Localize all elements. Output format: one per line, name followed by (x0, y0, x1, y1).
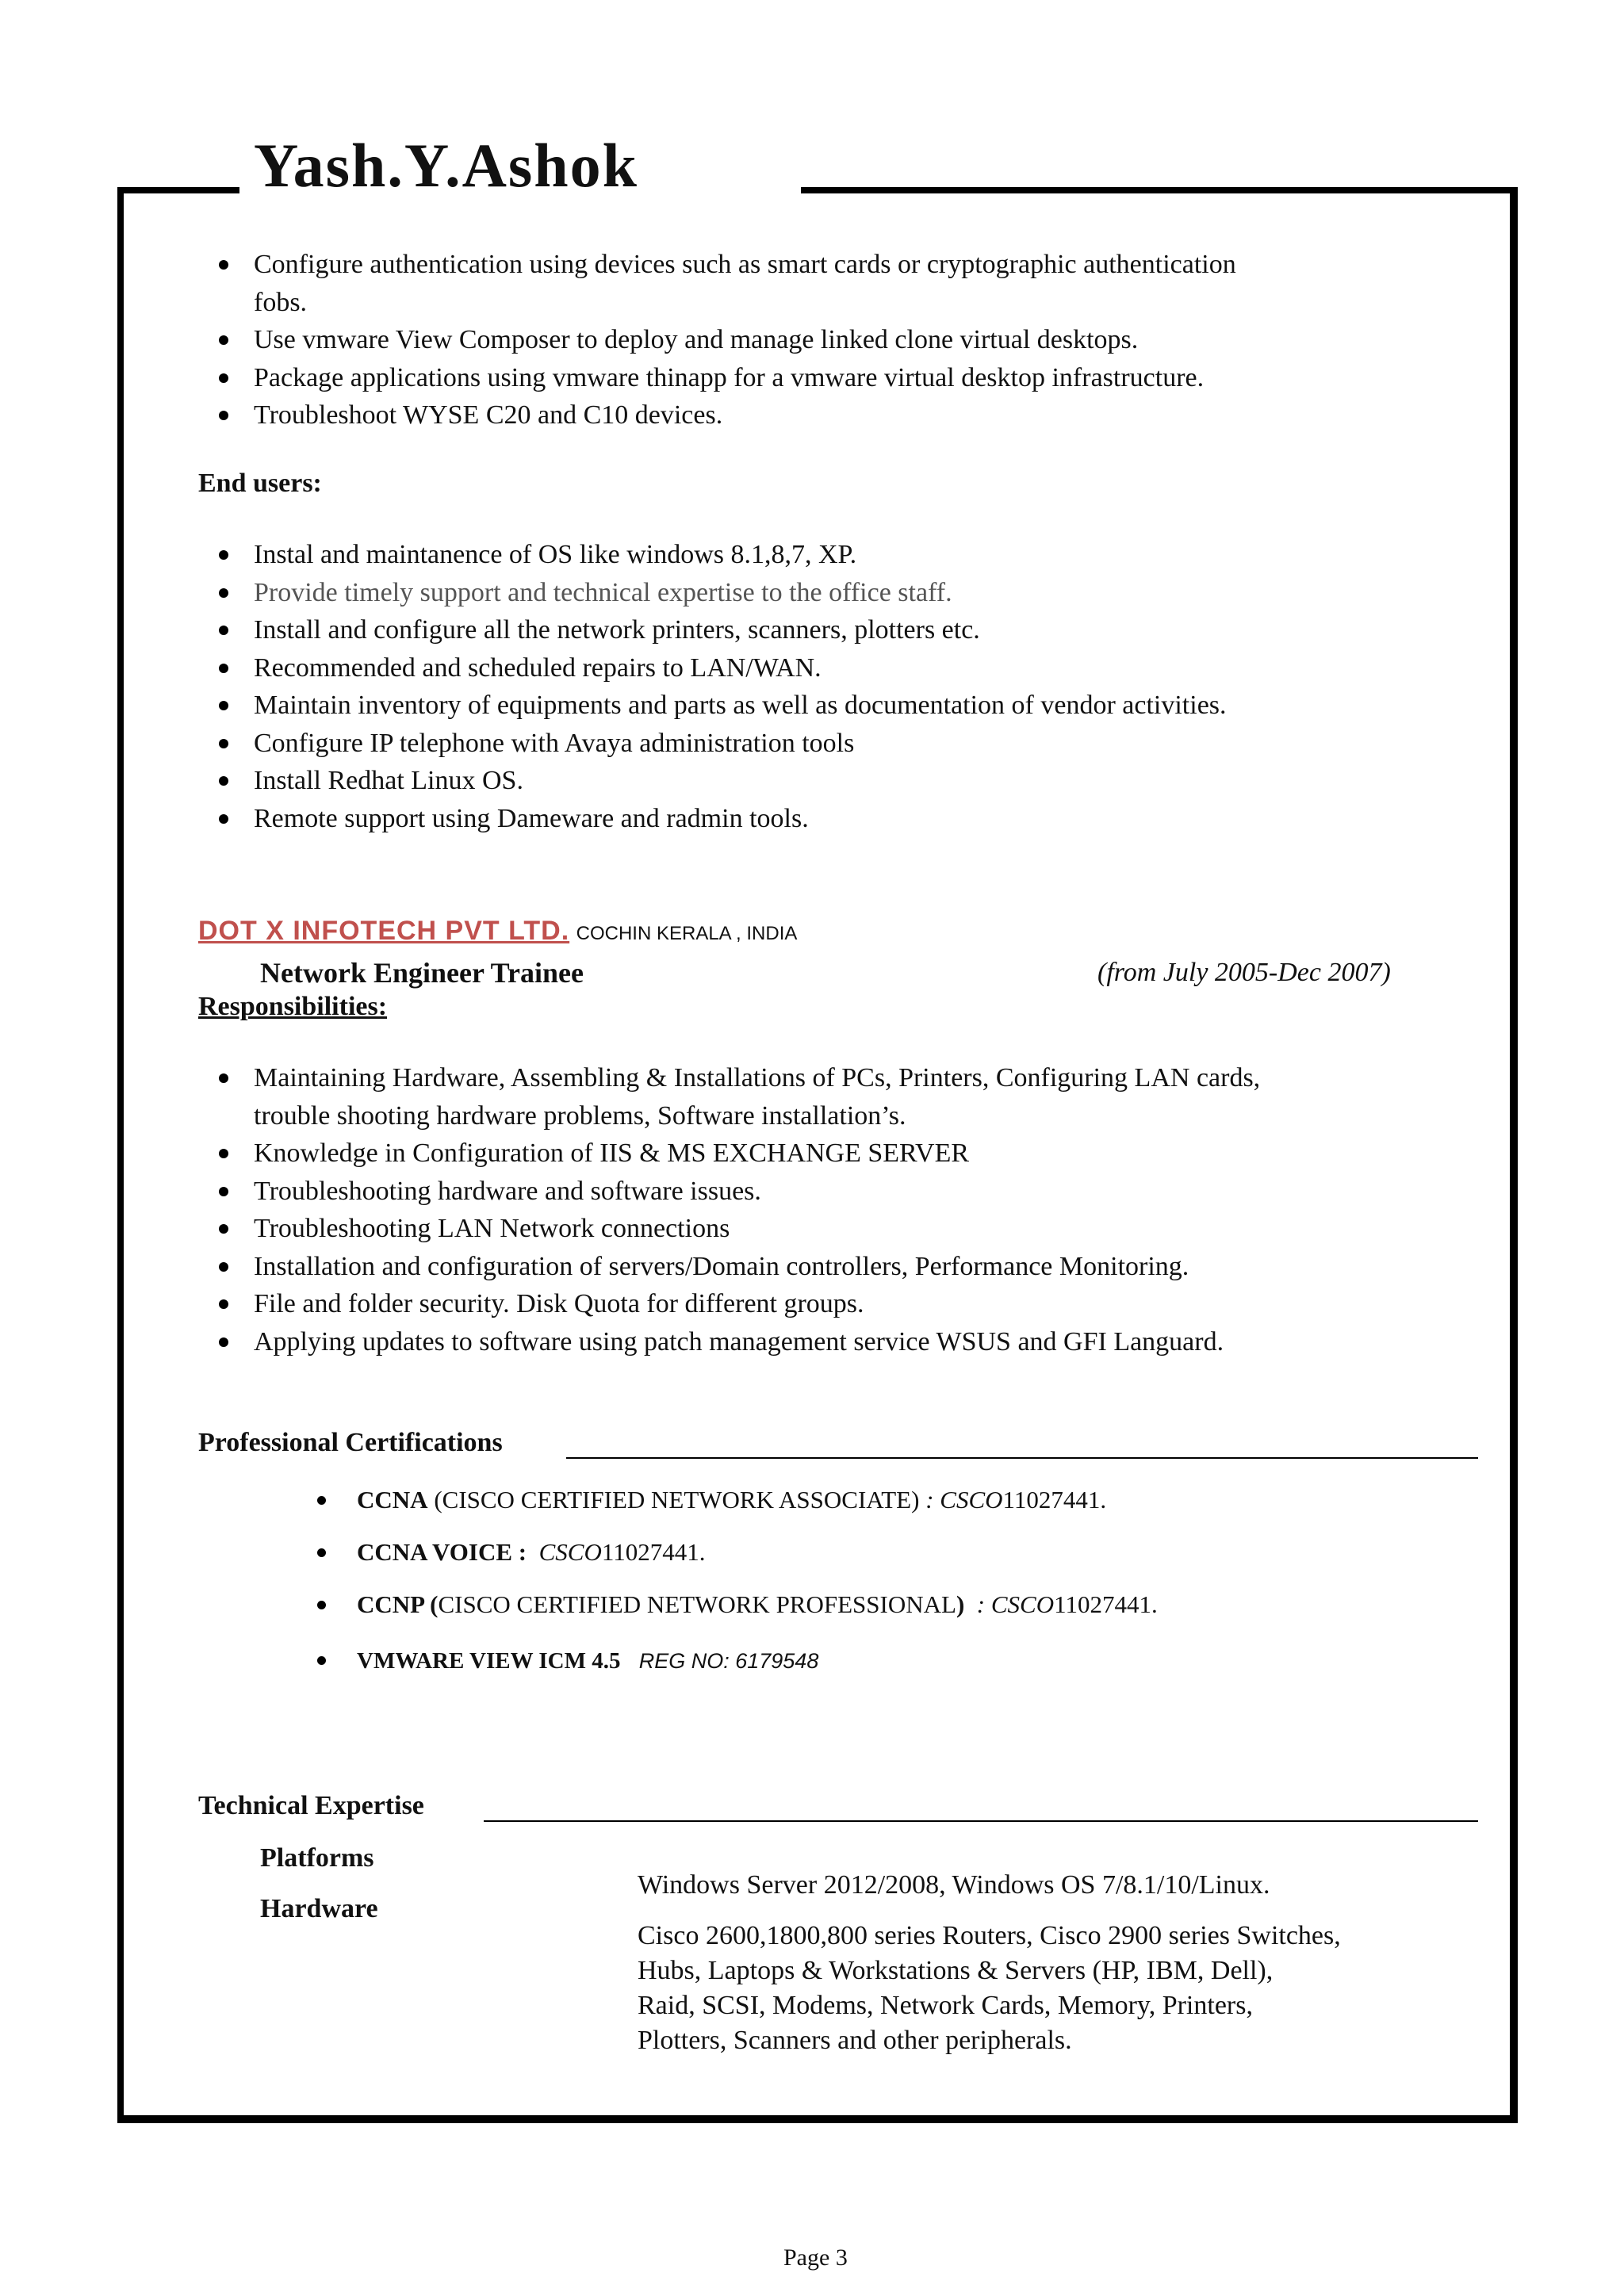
list-item: Configure authentication using devices such as smart cards or cryptographic authentication (254, 246, 1236, 284)
list-item: Applying updates to software using patch management service WSUS and GFI Languard. (254, 1323, 1260, 1361)
list-item: Maintaining Hardware, Assembling & Installations of PCs, Printers, Configuring LAN cards, (254, 1059, 1260, 1097)
list-item: Use vmware View Composer to deploy and manage linked clone virtual desktops. (254, 321, 1236, 359)
list-item: Instal and maintanence of OS like windows 8.1,8,7, XP. (254, 536, 1227, 574)
cert-ccna: CCNA (CISCO CERTIFIED NETWORK ASSOCIATE) : CSCO11027441. (357, 1483, 1158, 1517)
list-item: Configure IP telephone with Avaya administration tools (254, 725, 1227, 763)
technical-rule (484, 1820, 1478, 1822)
list-item: Maintain inventory of equipments and parts as well as documentation of vendor activities. (254, 687, 1227, 725)
hardware-line: Hubs, Laptops & Workstations & Servers (HP, IBM, Dell), (638, 1956, 1274, 1985)
list-item-continuation: fobs. (254, 287, 308, 317)
platforms-label: Platforms (260, 1843, 374, 1873)
company-location: COCHIN KERALA , INDIA (576, 923, 798, 944)
intro-bullet-list (254, 246, 1236, 434)
job-company-line (198, 913, 797, 951)
responsibilities-bullet-list (254, 1059, 1260, 1360)
end-users-heading: End users: (198, 469, 322, 498)
list-item: Troubleshoot WYSE C20 and C10 devices. (254, 396, 1236, 434)
certifications-rule (566, 1457, 1478, 1459)
technical-heading: Technical Expertise (198, 1791, 424, 1820)
company-name: DOT X INFOTECH PVT LTD. (198, 916, 570, 946)
list-item: Knowledge in Configuration of IIS & MS EXCHANGE SERVER (254, 1135, 1260, 1173)
list-item: Package applications using vmware thinapp for a vmware virtual desktop infrastructure. (254, 359, 1236, 397)
hardware-line: Plotters, Scanners and other peripherals. (638, 2026, 1072, 2055)
list-item: Installation and configuration of servers/Domain controllers, Performance Monitoring. (254, 1248, 1260, 1286)
end-users-bullet-list (254, 536, 1227, 837)
cert-ccna-voice: CCNA VOICE : CSCO11027441. (357, 1535, 1158, 1570)
page-number: Page 3 (783, 2244, 848, 2271)
cert-vmware: VMWARE VIEW ICM 4.5 REG NO: 6179548 (357, 1643, 1158, 1678)
certifications-heading: Professional Certifications (198, 1428, 503, 1457)
job-title: Network Engineer Trainee (260, 957, 584, 989)
job-dates: (from July 2005-Dec 2007) (1097, 958, 1391, 987)
candidate-name: Yash.Y.Ashok (254, 131, 639, 200)
list-item: Install Redhat Linux OS. (254, 762, 1227, 800)
list-item: Remote support using Dameware and radmin tools. (254, 800, 1227, 838)
hardware-label: Hardware (260, 1894, 378, 1923)
list-item: File and folder security. Disk Quota for different groups. (254, 1285, 1260, 1323)
list-item: Provide timely support and technical expertise to the office staff. (254, 574, 1227, 612)
list-item: Install and configure all the network printers, scanners, plotters etc. (254, 611, 1227, 649)
hardware-line: Raid, SCSI, Modems, Network Cards, Memory, Printers, (638, 1991, 1253, 2020)
list-item: Troubleshooting hardware and software issues. (254, 1173, 1260, 1211)
list-item: Troubleshooting LAN Network connections (254, 1210, 1260, 1248)
certifications-list (357, 1483, 1158, 1678)
cert-ccnp: CCNP (CISCO CERTIFIED NETWORK PROFESSIONAL) : CSCO11027441. (357, 1587, 1158, 1622)
list-item-continuation: trouble shooting hardware problems, Software installation’s. (254, 1100, 906, 1131)
platforms-value: Windows Server 2012/2008, Windows OS 7/8.1/10/Linux. (638, 1870, 1270, 1900)
list-item: Recommended and scheduled repairs to LAN/WAN. (254, 649, 1227, 687)
hardware-line: Cisco 2600,1800,800 series Routers, Cisco 2900 series Switches, (638, 1921, 1341, 1950)
responsibilities-heading: Responsibilities: (198, 992, 388, 1021)
